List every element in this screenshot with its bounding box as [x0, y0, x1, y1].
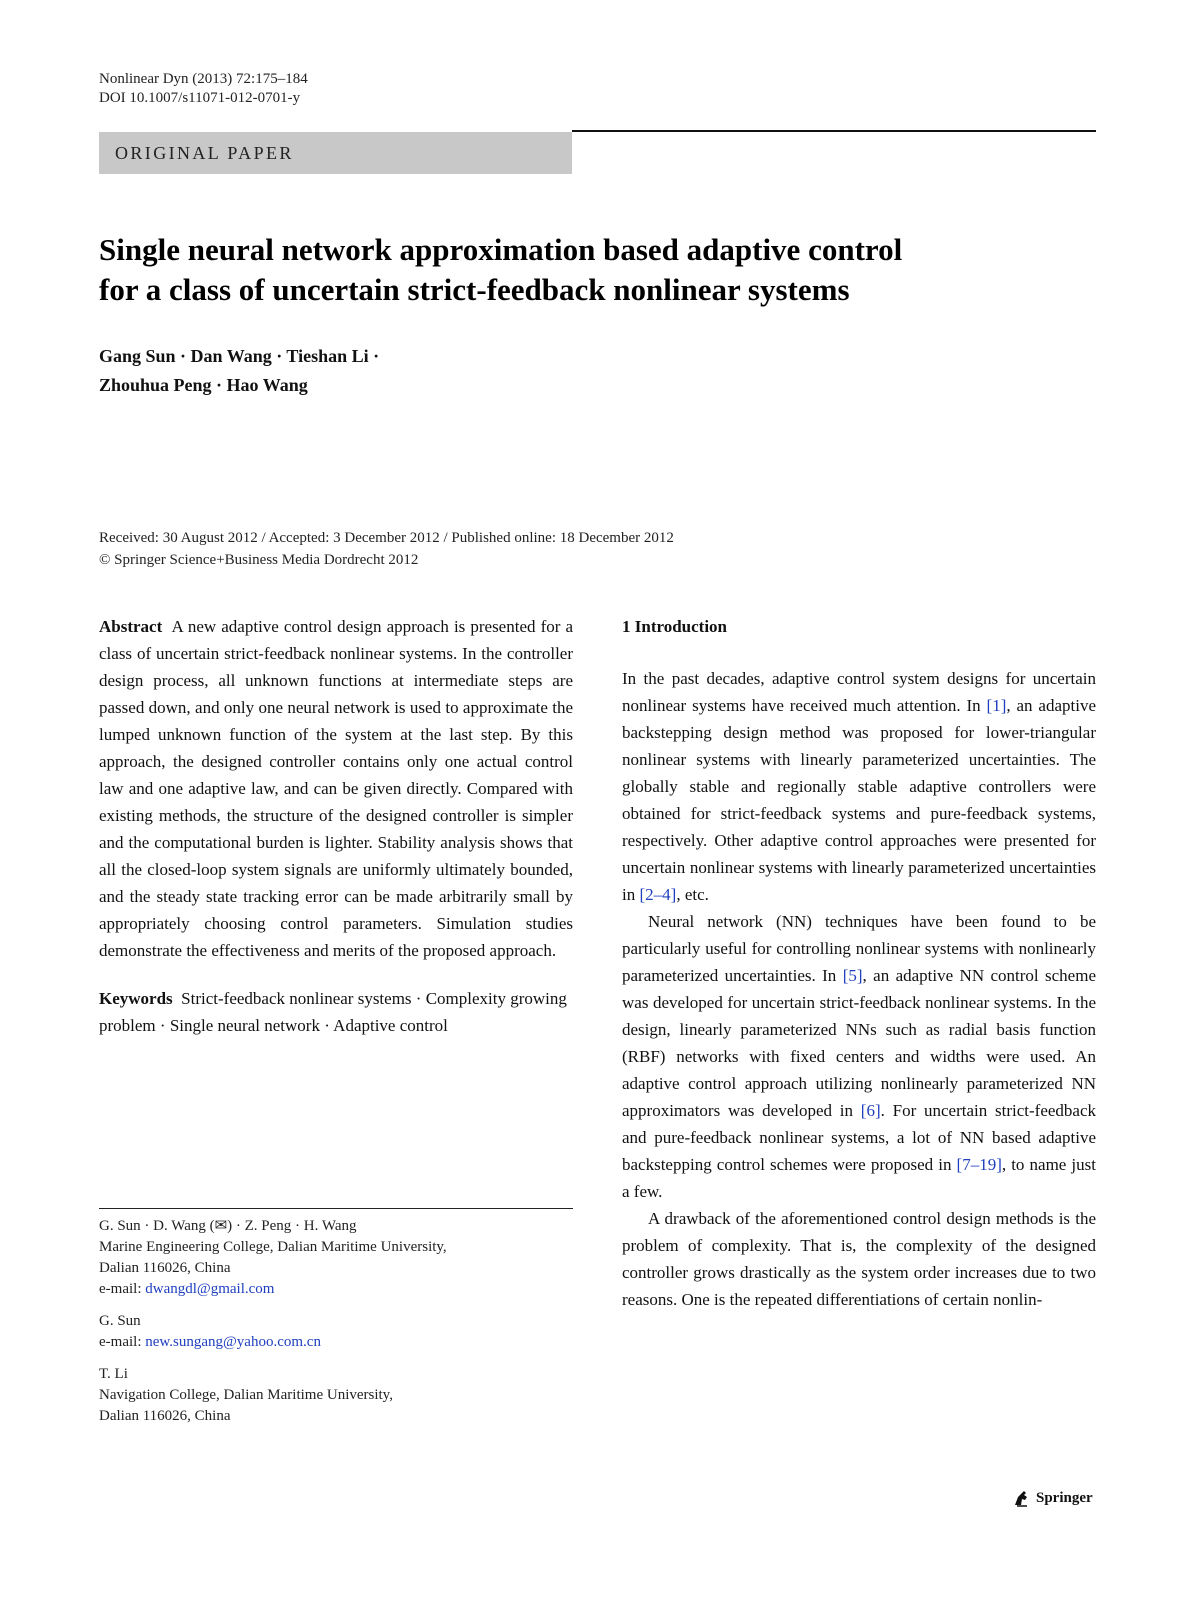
- doi: DOI 10.1007/s11071-012-0701-y: [99, 90, 301, 106]
- springer-horse-icon: [1012, 1488, 1032, 1508]
- keywords-label: Keywords: [99, 989, 173, 1008]
- affiliation-3-line-2: Dalian 116026, China: [99, 1408, 231, 1424]
- journal-meta: [99, 70, 308, 108]
- citation-link[interactable]: [5]: [842, 966, 863, 985]
- email-link-dwang[interactable]: dwangdl@gmail.com: [145, 1281, 275, 1297]
- affiliation-1-email-line: [99, 1279, 579, 1300]
- affiliation-3-line-1: Navigation College, Dalian Maritime University,: [99, 1387, 393, 1403]
- received-accepted-dates: Received: 30 August 2012 / Accepted: 3 December 2012 / Published online: 18 December 2012: [99, 530, 674, 546]
- publisher-name: Springer: [1036, 1489, 1093, 1506]
- header-rule: [572, 130, 1096, 132]
- section-label: ORIGINAL PAPER: [115, 142, 294, 163]
- affiliation-1-line-1: Marine Engineering College, Dalian Maritime University,: [99, 1239, 447, 1255]
- keywords: [99, 985, 573, 1039]
- right-column: [622, 613, 1096, 1313]
- email-link-sungang[interactable]: new.sungang@yahoo.com.cn: [145, 1334, 321, 1350]
- journal-citation: Nonlinear Dyn (2013) 72:175–184: [99, 71, 308, 87]
- keywords-text: Strict-feedback nonlinear systems · Complexity growing problem · Single neural network · Adaptive control: [99, 989, 567, 1035]
- affiliation-2-email-line: [99, 1332, 579, 1353]
- affiliation-3-author: T. Li: [99, 1366, 128, 1382]
- intro-text: , an adaptive backstepping design method was proposed for lower-triangular nonlinear systems with linearly parameterized uncertainties. The globally stable and regionally stable adaptive controllers were obtained for strict-feedback systems and pure-feedback systems, respectively. Other adaptive control approaches were presented for uncertain nonlinear systems with linearly parameterized uncertainties in: [622, 696, 1096, 904]
- intro-text: Neural network (NN) techniques have been found to be particularly useful for controlling nonlinear systems with nonlinearly parameterized uncertainties. In: [622, 912, 1096, 985]
- title-line-2: for a class of uncertain strict-feedback nonlinear systems: [99, 272, 850, 307]
- paper-title: [99, 230, 1099, 310]
- section-heading-introduction: 1 Introduction: [622, 617, 728, 636]
- author-list: [99, 342, 379, 400]
- publication-history: [99, 527, 674, 571]
- intro-text: , an adaptive NN control scheme was developed for uncertain strict-feedback nonlinear systems. In the design, linearly parameterized NNs such as radial basis function (RBF) networks with fixed centers and widths were used. An adaptive control approach utilizing nonlinearly parameterized NN approximators was developed in: [622, 966, 1096, 1120]
- copyright: © Springer Science+Business Media Dordrecht 2012: [99, 552, 419, 568]
- citation-link[interactable]: [2–4]: [639, 885, 677, 904]
- affiliations: [99, 1216, 579, 1427]
- abstract: [99, 613, 573, 964]
- citation-link[interactable]: [6]: [860, 1101, 881, 1120]
- affiliation-1-line-2: Dalian 116026, China: [99, 1260, 231, 1276]
- left-column: [99, 613, 573, 1039]
- springer-logo: [1012, 1488, 1093, 1508]
- email-label: e-mail:: [99, 1281, 142, 1297]
- citation-link[interactable]: [7–19]: [956, 1155, 1002, 1174]
- affiliation-rule: [99, 1208, 573, 1209]
- abstract-text: A new adaptive control design approach is presented for a class of uncertain strict-feedback nonlinear systems. In the controller design process, all unknown functions at intermediate steps are passed down, and only one neural network is used to approximate the lumped unknown function of the system at the last step. By this approach, the designed controller contains only one actual control law and one adaptive law, and can be given directly. Compared with existing methods, the structure of the designed controller is simpler and the computational burden is lighter. Stability analysis shows that all the closed-loop system signals are uniformly ultimately bounded, and the steady state tracking error can be made arbitrarily small by appropriately choosing control parameters. Simulation studies demonstrate the effectiveness and merits of the proposed approach.: [99, 617, 574, 960]
- intro-paragraph-1: [622, 665, 1096, 908]
- intro-paragraph-2: [622, 908, 1096, 1205]
- title-line-1: Single neural network approximation based adaptive control: [99, 232, 903, 267]
- affiliation-2-author: G. Sun: [99, 1313, 141, 1329]
- intro-text: , to name just a few.: [622, 1155, 1096, 1201]
- intro-paragraph-3: A drawback of the aforementioned control design methods is the problem of complexity. That is, the complexity of the designed controller grows drastically as the system order increases due to two reasons. One is the repeated differentiations of certain nonlin-: [622, 1209, 1096, 1309]
- intro-text: , etc.: [676, 885, 709, 904]
- intro-text: . For uncertain strict-feedback and pure-feedback nonlinear systems, a lot of NN based adaptive backstepping control schemes were proposed in: [622, 1101, 1097, 1174]
- intro-text: In the past decades, adaptive control system designs for uncertain nonlinear systems have received much attention. In: [622, 669, 1096, 715]
- affiliation-1-authors: G. Sun · D. Wang (✉) · Z. Peng · H. Wang: [99, 1218, 357, 1234]
- authors-line-2: Zhouhua Peng · Hao Wang: [99, 375, 308, 395]
- authors-line-1: Gang Sun · Dan Wang · Tieshan Li ·: [99, 346, 380, 366]
- email-label: e-mail:: [99, 1334, 142, 1350]
- citation-link[interactable]: [1]: [986, 696, 1007, 715]
- abstract-label: Abstract: [99, 617, 163, 636]
- section-banner: [99, 132, 572, 174]
